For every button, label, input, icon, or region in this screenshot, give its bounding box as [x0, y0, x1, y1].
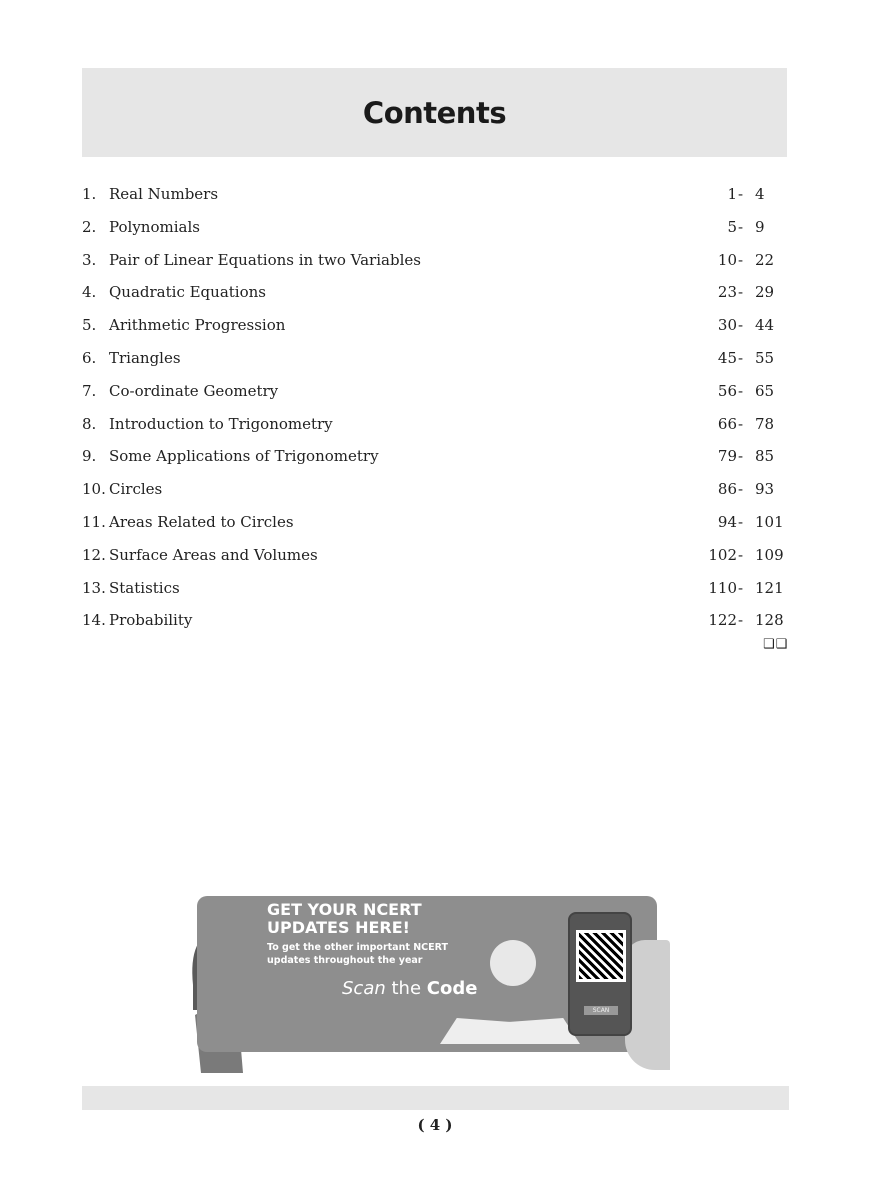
- toc-entry[interactable]: [82, 380, 782, 413]
- entry-number: 6.: [82, 348, 97, 367]
- toc-entry[interactable]: [82, 183, 782, 216]
- the-word: the: [385, 978, 427, 999]
- code-word: Code: [426, 978, 478, 999]
- scan-the-code-text: [342, 978, 477, 999]
- page-dash: -: [738, 283, 744, 302]
- end-mark: ❑❑: [763, 637, 789, 652]
- page-to: 93: [755, 480, 775, 499]
- lightbulb-icon: [490, 940, 536, 986]
- entry-number: 13.: [82, 578, 106, 597]
- entry-number: 12.: [82, 545, 106, 564]
- contents-header: [82, 68, 787, 157]
- entry-number: 4.: [82, 283, 97, 302]
- toc-entry[interactable]: [82, 478, 782, 511]
- page-to: 121: [755, 578, 784, 597]
- page-to: 44: [755, 316, 775, 335]
- page-to: 9: [755, 217, 765, 236]
- entry-title: Some Applications of Trigonometry: [109, 447, 379, 466]
- page-to: 128: [755, 611, 784, 630]
- entry-number: 8.: [82, 414, 97, 433]
- page-dash: -: [738, 316, 744, 335]
- page-from: 122: [708, 611, 737, 630]
- entry-title: Surface Areas and Volumes: [109, 545, 318, 564]
- page-dash: -: [738, 447, 744, 466]
- table-of-contents: [82, 183, 782, 642]
- toc-entry[interactable]: [82, 314, 782, 347]
- footer-band: [82, 1086, 789, 1110]
- toc-entry[interactable]: [82, 577, 782, 610]
- page-to: 78: [755, 414, 775, 433]
- page-from: 23: [717, 283, 737, 302]
- page-from: 110: [708, 578, 737, 597]
- entry-number: 7.: [82, 381, 97, 400]
- entry-title: Circles: [109, 480, 163, 499]
- page-from: 56: [717, 381, 737, 400]
- toc-entry[interactable]: [82, 445, 782, 478]
- entry-title: Arithmetic Progression: [109, 316, 286, 335]
- entry-title: Triangles: [109, 348, 181, 367]
- page-dash: -: [738, 250, 744, 269]
- page-dash: -: [738, 381, 744, 400]
- page-from: 45: [717, 348, 737, 367]
- toc-entry[interactable]: [82, 347, 782, 380]
- page-to: 22: [755, 250, 775, 269]
- toc-entry[interactable]: [82, 413, 782, 446]
- entry-number: 1.: [82, 185, 97, 203]
- page-from: 5: [727, 217, 737, 236]
- page-dash: -: [738, 480, 744, 499]
- page-dash: -: [738, 512, 744, 531]
- scan-button: SCAN: [584, 1006, 618, 1015]
- toc-entry[interactable]: [82, 544, 782, 577]
- page-title: Contents: [362, 95, 507, 130]
- page-dash: -: [738, 217, 744, 236]
- page-dash: -: [738, 545, 744, 564]
- page-to: 29: [755, 283, 775, 302]
- page-to: 101: [755, 512, 784, 531]
- page-to: 85: [755, 447, 775, 466]
- banner-subtext: To get the other important NCERT updates throughout the year: [267, 942, 448, 966]
- page-dash: -: [738, 578, 744, 597]
- page-from: 10: [717, 250, 737, 269]
- page-from: 79: [717, 447, 737, 466]
- page-from: 1: [727, 185, 737, 203]
- open-book-icon: [440, 1018, 580, 1044]
- toc-entry[interactable]: [82, 609, 782, 642]
- scan-word: Scan: [342, 978, 386, 999]
- entry-title: Statistics: [109, 578, 180, 597]
- entry-number: 10.: [82, 480, 106, 499]
- entry-number: 9.: [82, 447, 97, 466]
- toc-entry[interactable]: [82, 249, 782, 282]
- entry-number: 5.: [82, 316, 97, 335]
- qr-code[interactable]: [576, 930, 626, 982]
- entry-title: Probability: [109, 611, 193, 630]
- entry-title: Areas Related to Circles: [109, 512, 294, 531]
- page-dash: -: [738, 414, 744, 433]
- page-to: 55: [755, 348, 775, 367]
- page-from: 94: [717, 512, 737, 531]
- page-from: 66: [717, 414, 737, 433]
- entry-title: Pair of Linear Equations in two Variables: [109, 250, 421, 269]
- toc-entry[interactable]: [82, 511, 782, 544]
- entry-title: Co-ordinate Geometry: [109, 381, 279, 400]
- entry-title: Quadratic Equations: [109, 283, 266, 302]
- toc-entry[interactable]: [82, 216, 782, 249]
- page-to: 4: [755, 185, 765, 203]
- page-dash: -: [738, 348, 744, 367]
- page-from: 30: [717, 316, 737, 335]
- entry-title: Introduction to Trigonometry: [109, 414, 333, 433]
- page-dash: -: [738, 185, 744, 203]
- entry-number: 11.: [82, 512, 106, 531]
- banner-headline: GET YOUR NCERT UPDATES HERE!: [267, 900, 422, 937]
- page-number: ( 4 ): [417, 1116, 453, 1134]
- phone-illustration: [568, 912, 632, 1036]
- page-dash: -: [738, 611, 744, 630]
- page-to: 65: [755, 381, 775, 400]
- entry-number: 2.: [82, 217, 97, 236]
- page-from: 86: [717, 480, 737, 499]
- page-from: 102: [708, 545, 737, 564]
- entry-title: Real Numbers: [109, 185, 219, 203]
- toc-entry[interactable]: [82, 281, 782, 314]
- entry-title: Polynomials: [109, 217, 200, 236]
- page-to: 109: [755, 545, 784, 564]
- entry-number: 3.: [82, 250, 97, 269]
- entry-number: 14.: [82, 611, 106, 630]
